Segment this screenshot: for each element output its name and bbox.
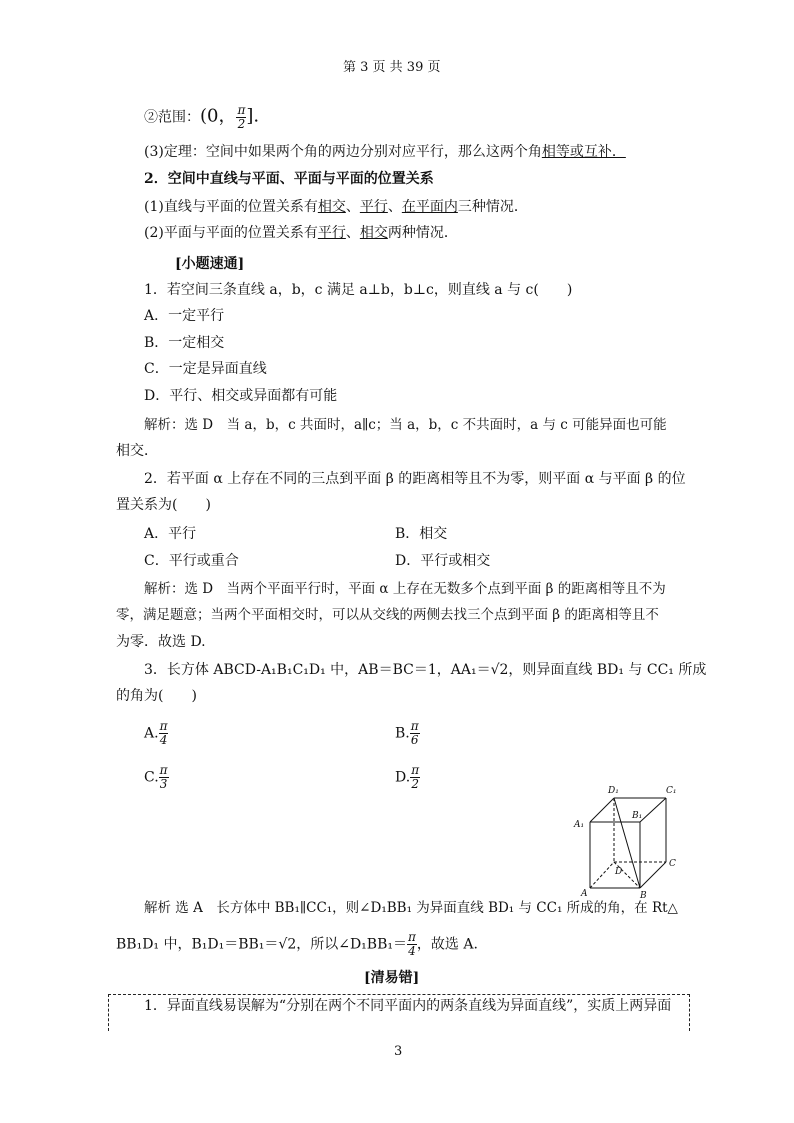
range-open: (0，: [200, 105, 237, 127]
label-d1: D₁: [608, 786, 619, 796]
label-d: D: [615, 867, 623, 877]
frac-den: 6: [410, 733, 419, 747]
page-footer-number: 3: [394, 1044, 403, 1059]
q1-solution-line-2: 相交．: [116, 443, 158, 459]
label-b: B: [640, 891, 647, 900]
range-fraction: [236, 104, 246, 131]
sep: 、: [345, 225, 360, 241]
q3-option-a-letter: A.: [144, 725, 159, 742]
range-close: ].: [246, 105, 260, 127]
q3-option-b-letter: B.: [395, 725, 410, 742]
q3-option-a-fraction: [159, 720, 169, 747]
sep: 、: [387, 199, 402, 215]
q1-option-b: B．一定相交: [144, 335, 225, 351]
label-c: C: [669, 859, 676, 869]
page-header: 第 3 页 共 39 页: [343, 60, 441, 75]
section-2-heading: 2．空间中直线与平面、平面与平面的位置关系: [144, 171, 434, 187]
line-plane-tail: 三种情况．: [457, 199, 528, 215]
label-b1: B₁: [632, 811, 643, 821]
edge-b-c: [640, 862, 666, 888]
theorem-text: (3)定理：空间中如果两个角的两边分别对应平行，那么这两个角: [144, 144, 542, 160]
edge-a1-d1: [590, 798, 614, 822]
q1-option-d: D．平行、相交或异面都有可能: [144, 388, 338, 404]
q2-option-b: B．相交: [395, 526, 448, 542]
line-plane-answer-1: 相交: [317, 199, 346, 215]
range-line: [144, 104, 259, 131]
q1-option-c: C．一定是异面直线: [144, 361, 267, 377]
q2-option-d: D．平行或相交: [395, 553, 491, 569]
q3-solution-line-1: 解析 选 A 长方体中 BB₁∥CC₁，则∠D₁BB₁ 为异面直线 BD₁ 与 CC₁ 所成的角，在 Rt△: [144, 900, 678, 916]
line-plane-relation: [144, 196, 528, 218]
frac-den: 3: [159, 777, 168, 791]
question-3-line-1: 3．长方体 ABCD-A₁B₁C₁D₁ 中，AB＝BC＝1，AA₁＝√2，则异面直线 BD₁ 与 CC₁ 所成: [144, 662, 707, 678]
q1-solution-line-1: 解析：选 D 当 a，b，c 共面时，a∥c；当 a，b，c 不共面时，a 与 c 可能异面也可能: [144, 417, 667, 433]
q2-solution-line-2: 零，满足题意；当两个平面相交时，可以从交线的两侧去找三个点到平面 β 的距离相等且不: [116, 607, 659, 623]
section-tag-clear-errors: [清易错]: [364, 970, 420, 986]
plane-plane-relation: [144, 222, 458, 244]
q1-option-a: A．一定平行: [144, 308, 225, 324]
frac-den: 2: [411, 777, 419, 791]
q3-option-b-fraction: [410, 720, 420, 747]
cuboid-figure: [570, 782, 685, 900]
section-tag-quick: [小题速通]: [175, 256, 245, 272]
label-c1: C₁: [666, 786, 677, 796]
frac-num: π: [159, 719, 168, 733]
q2-option-a: A．平行: [144, 526, 197, 542]
plane-plane-tail: 两种情况．: [387, 225, 458, 241]
line-plane-answer-3: 在平面内: [401, 199, 458, 215]
q3-option-c-letter: C.: [144, 769, 159, 786]
q3-option-d-fraction: [410, 764, 420, 791]
q3-option-c-fraction: [159, 764, 169, 791]
range-frac-num: π: [237, 103, 246, 117]
q3-option-c: [144, 764, 169, 791]
q2-solution-line-1: 解析：选 D 当两个平面平行时，平面 α 上存在无数多个点到平面 β 的距离相等且不为: [144, 581, 666, 597]
edge-b1-c1: [640, 798, 666, 822]
q3-option-b: [395, 720, 420, 747]
question-1: 1．若空间三条直线 a，b，c 满足 a⊥b，b⊥c，则直线 a 与 c( ): [144, 282, 573, 298]
question-2-line-1: 2．若平面 α 上存在不同的三点到平面 β 的距离相等且不为零，则平面 α 与平面 β 的位: [144, 471, 686, 487]
q3-option-d: [395, 764, 420, 791]
q3-solution-text: BB₁D₁ 中，B₁D₁＝BB₁＝√2，所以∠D₁BB₁＝: [116, 936, 407, 953]
frac-den: 4: [408, 944, 416, 958]
sep: 、: [345, 199, 360, 215]
label-a1: A₁: [574, 820, 585, 830]
line-plane-answer-2: 平行: [359, 199, 388, 215]
frac-num: π: [410, 719, 419, 733]
plane-plane-answer-1: 平行: [317, 225, 346, 241]
frac-num: π: [159, 763, 168, 777]
frac-den: 4: [159, 733, 168, 747]
range-prefix: ②范围：: [144, 109, 200, 126]
hidden-edge-a-d: [590, 862, 614, 888]
q2-solution-line-3: 为零．故选 D.: [116, 634, 206, 650]
q3-solution-tail: ，故选 A.: [416, 936, 478, 953]
theorem-line: [144, 141, 626, 163]
q3-option-d-letter: D.: [395, 769, 411, 786]
line-plane-text: (1)直线与平面的位置关系有: [144, 199, 318, 215]
q2-option-c: C．平行或重合: [144, 553, 239, 569]
frac-num: π: [408, 930, 416, 944]
frac-num: π: [411, 763, 420, 777]
range-frac-den: 2: [237, 117, 246, 131]
plane-plane-text: (2)平面与平面的位置关系有: [144, 225, 318, 241]
question-2-line-2: 置关系为( ): [116, 497, 211, 513]
theorem-answer: 相等或互补．: [541, 144, 626, 160]
error-note-line-1: 1．异面直线易误解为“分别在两个不同平面内的两条直线为异面直线”，实质上两异面: [144, 998, 672, 1014]
question-3-line-2: 的角为( ): [116, 688, 197, 704]
q3-option-a: [144, 720, 168, 747]
q3-solution-fraction: [407, 931, 417, 958]
q3-solution-line-2: [116, 931, 478, 958]
plane-plane-answer-2: 相交: [359, 225, 388, 241]
label-a: A: [581, 889, 588, 899]
